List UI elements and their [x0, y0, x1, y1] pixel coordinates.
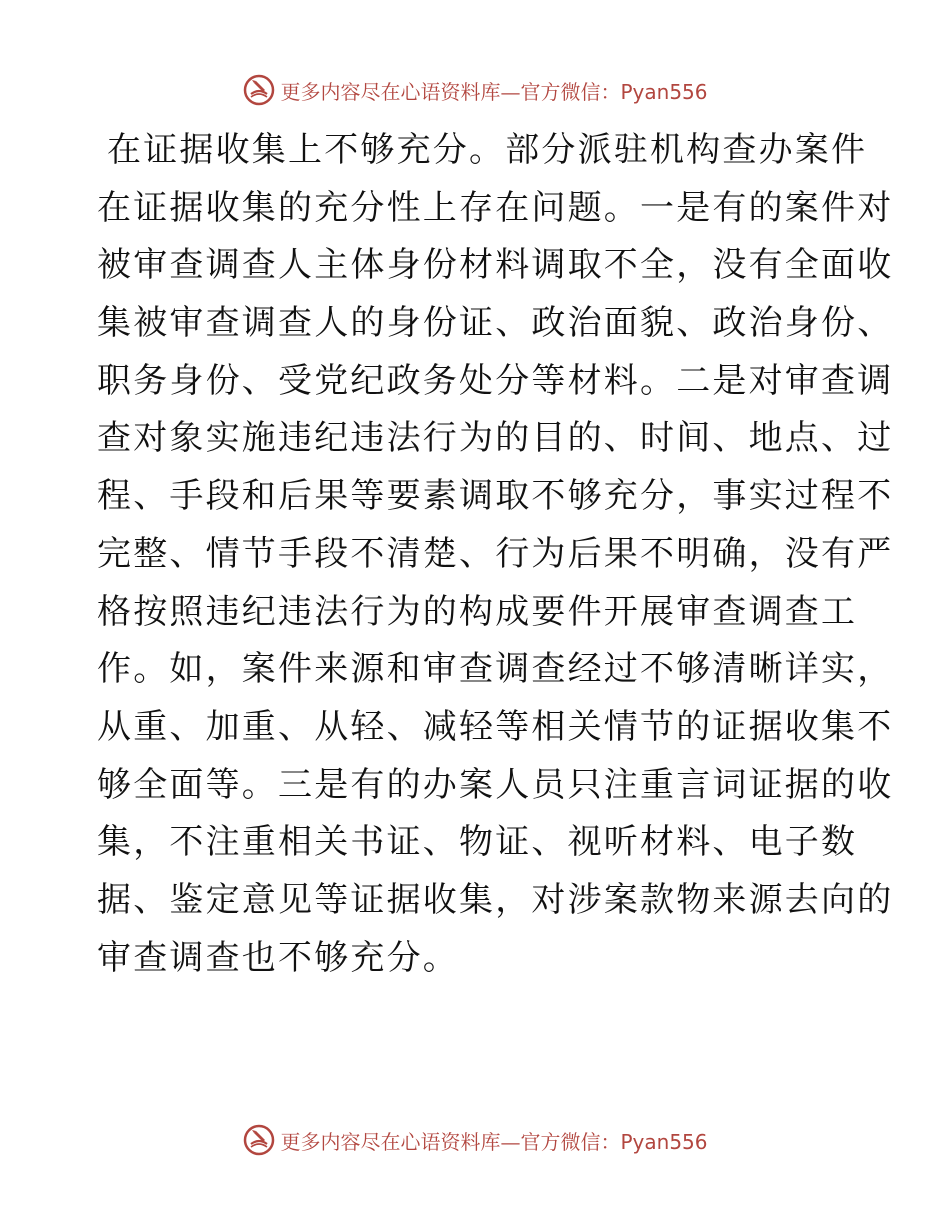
book-pen-logo-icon: [242, 73, 276, 107]
text-line: 够全面等。三是有的办案人员只注重言词证据的收: [97, 764, 894, 805]
text-line: 集，不注重相关书证、物证、视听材料、电子数: [97, 822, 858, 863]
text-line: 据、鉴定意见等证据收集，对涉案款物来源去向的: [97, 879, 894, 920]
book-pen-logo-icon: [242, 1123, 276, 1157]
text-line: 集被审查调查人的身份证、政治面貌、政治身份、: [97, 303, 894, 344]
text-line: 在证据收集上不够充分。部分派驻机构查办案件: [107, 130, 868, 170]
text-line: 在证据收集的充分性上存在问题。一是有的案件对: [97, 187, 894, 228]
header-banner: [0, 70, 950, 110]
text-line: 审查调查也不够充分。: [97, 937, 459, 978]
text-line: 从重、加重、从轻、减轻等相关情节的证据收集不: [97, 706, 894, 747]
text-line: 职务身份、受党纪政务处分等材料。二是对审查调: [97, 360, 894, 401]
footer-banner: [0, 1120, 950, 1160]
wechat-handle: Pyan556: [620, 79, 708, 104]
banner-text: 更多内容尽在心语资料库—官方微信：Pyan556: [280, 79, 708, 104]
text-line: 查对象实施违纪违法行为的目的、时间、地点、过: [97, 418, 894, 459]
document-body: [97, 122, 894, 987]
text-line: 被审查调查人主体身份材料调取不全，没有全面收: [97, 245, 894, 286]
text-line: 作。如，案件来源和审查调查经过不够清晰详实，: [97, 649, 894, 690]
text-line: 程、手段和后果等要素调取不够充分，事实过程不: [97, 476, 894, 517]
text-line: 完整、情节手段不清楚、行为后果不明确，没有严: [97, 533, 894, 574]
banner-text: 更多内容尽在心语资料库—官方微信：Pyan556: [280, 1129, 708, 1154]
text-line: 格按照违纪违法行为的构成要件开展审查调查工: [97, 591, 858, 632]
wechat-handle: Pyan556: [620, 1129, 708, 1154]
